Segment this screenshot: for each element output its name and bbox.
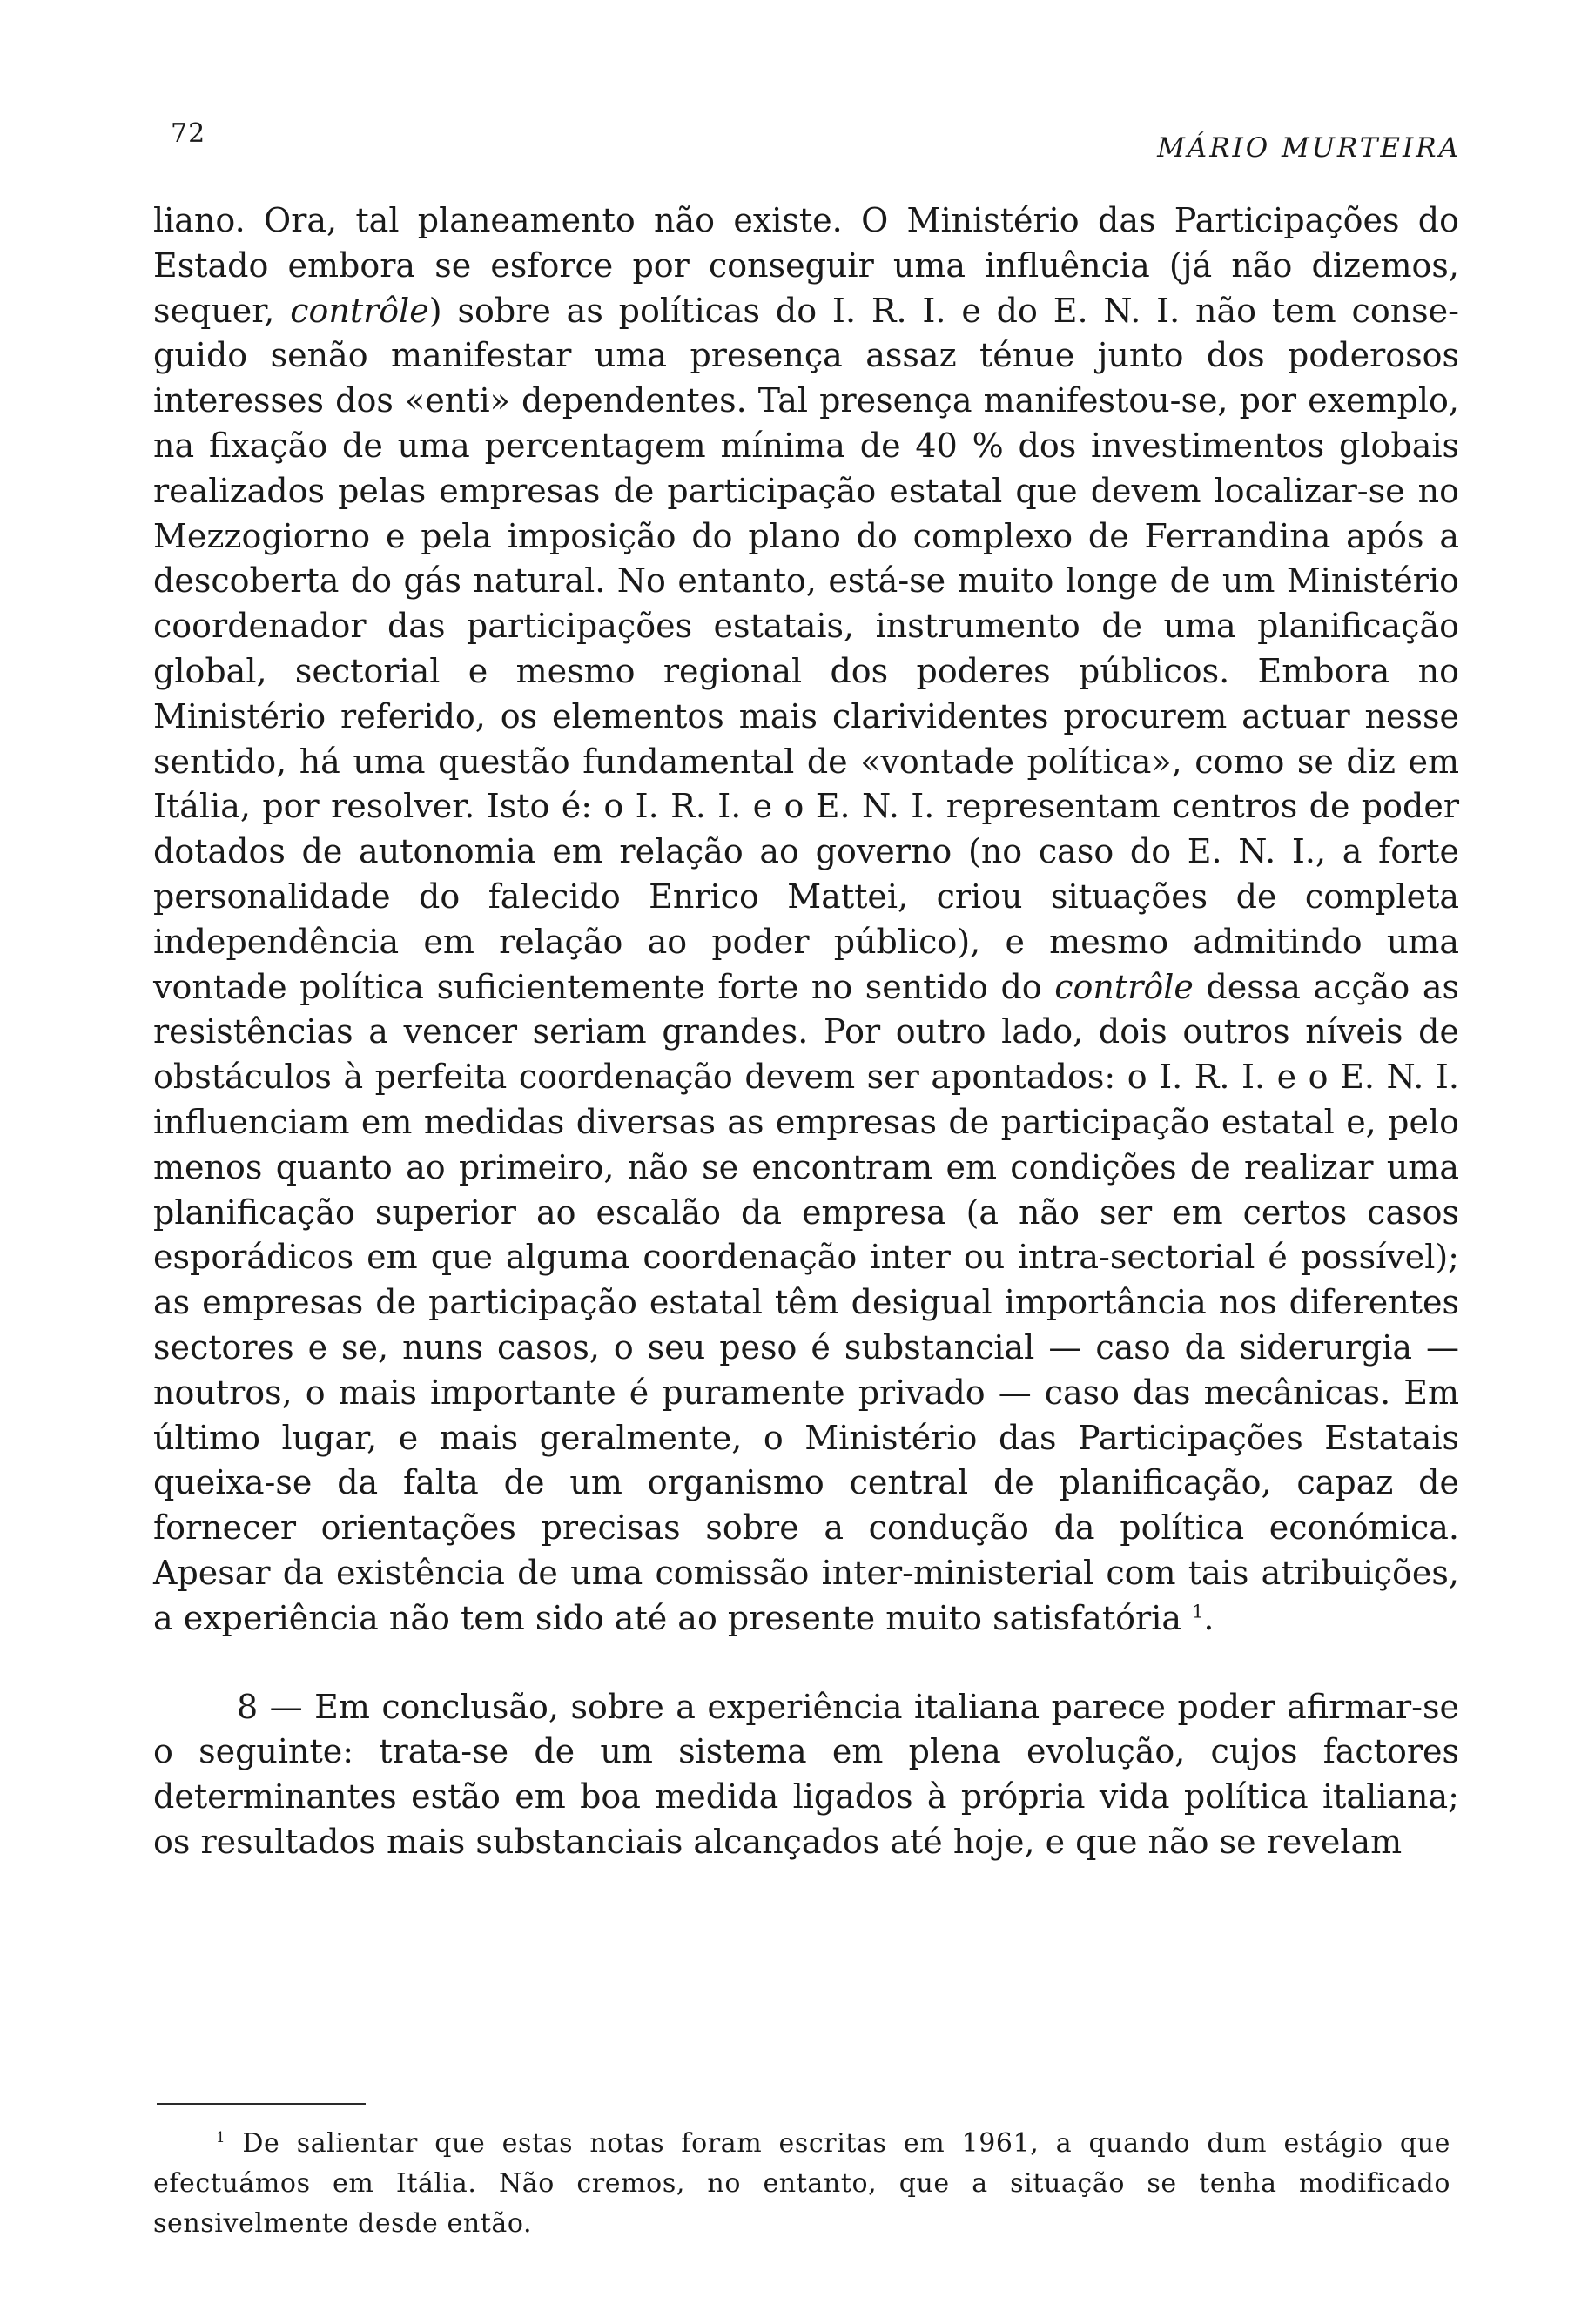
paragraph-1-text-b: ) sobre as políticas do I. R. I. e do E. N. I. não tem conseguido senão manifestar uma presença assaz ténue junto dos poderosos interesses dos «enti» dependentes. Tal presença manifestou-se, por exemplo, na fixação de uma percentagem mínima de 40 % dos investimentos globais realizados pelas empresas de participação estatal que devem localizar-se no Mezzogiorno e pela imposição do plano do complexo de Ferrandina após a descoberta do gás natural. No entanto, está-se muito longe de um Ministério coordenador das participações estatais, instrumento de uma planificação global, sectorial e mesmo regional dos poderes públicos. Embora no Ministério referido, os elementos mais clarividentes procurem actuar nesse sentido, há uma questão fundamental de «vontade política», como se diz em Itália, por resolver. Isto é: o I. R. I. e o E. N. I. representam centros de poder dotados de autonomia em relação ao governo (no caso do E. N. I., a forte personalidade do falecido Enrico Mattei, criou situações de completa independência em relação ao poder público), e mesmo admitindo uma vontade política suficientemente forte no sentido do: [153, 291, 1460, 1006]
paragraph-1-text-c: dessa acção as resistências a vencer seriam grandes. Por outro lado, dois outros níveis de obstáculos à perfeita coordenação devem ser apontados: o I. R. I. e o E. N. I. influenciam em medidas diversas as empresas de participação estatal e, pelo menos quanto ao primeiro, não se encontram em condições de realizar uma planificação superior ao escalão da empresa (a não ser em certos casos esporádicos em que alguma coordenação inter ou intra-sectorial é possível); as empresas de participação estatal têm desigual importância nos diferentes sectores e se, nuns casos, o seu peso é substancial — caso da siderurgia — noutros, o mais importante é puramente privado — caso das mecânicas. Em último lugar, e mais geralmente, o Ministério das Participações Estatais queixa-se da falta de um organismo central de planificação, capaz de fornecer orientações precisas sobre a condução da política económica. Apesar da existência de uma comissão inter-ministerial com tais atribuições, a experiência não tem sido até ao presente muito satisfatória: [153, 967, 1459, 1637]
footnote: [153, 2124, 1450, 2244]
paragraph-2: 8 — Em conclusão, sobre a experiência italiana parece poder afirmar-se o seguinte: trata-se de um sistema em plena evolução, cujos factores determinantes estão em boa medida ligados à própria vida política italiana; os resultados mais substanciais alcançados até hoje, e que não se revelam: [153, 1687, 1459, 1861]
italic-term: contrôle: [290, 291, 429, 330]
running-head: MÁRIO MURTEIRA: [1157, 132, 1461, 164]
body-text: [153, 198, 1459, 1865]
italic-term: contrôle: [1054, 967, 1194, 1006]
footnote-text: De salientar que estas notas foram escritas em 1961, a quando dum estágio que efectuámos em Itália. Não cremos, no entanto, que a situação se tenha modificado sensivelmente desde então.: [153, 2128, 1450, 2239]
page-number: 72: [171, 118, 206, 149]
paragraph-1-end: .: [1203, 1598, 1215, 1637]
paragraph-1: [153, 198, 1459, 1642]
footnote-divider: [157, 2103, 366, 2105]
footnote-reference: 1: [1192, 1601, 1204, 1622]
paragraph-1-text-a: liano. Ora, tal planeamento não existe. O Ministério das Participações do Estado embora se esforce por conseguir uma influência (já não dizemos, sequer,: [153, 201, 1459, 330]
footnote-marker: 1: [216, 2129, 226, 2146]
